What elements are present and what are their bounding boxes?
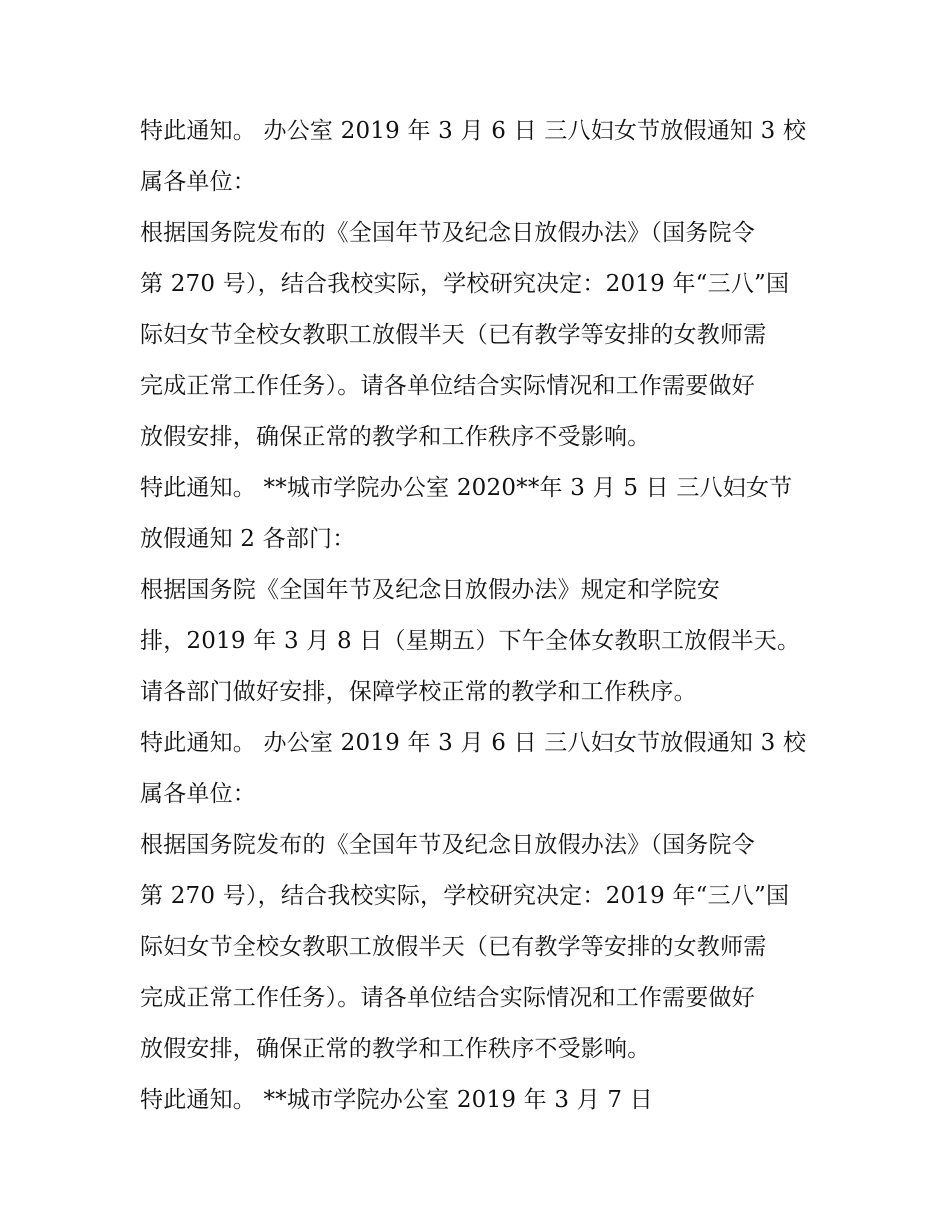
text-line: 特此通知。 **城市学院办公室 2020**年 3 月 5 日 三八妇女节	[140, 475, 793, 501]
text-line: 放假安排，确保正常的教学和工作秩序不受影响。	[140, 424, 651, 450]
text-line: 第 270 号），结合我校实际，学校研究决定：2019 年“三八”国	[140, 271, 790, 297]
text-line: 特此通知。 办公室 2019 年 3 月 6 日 三八妇女节放假通知 3 校	[140, 730, 807, 756]
text-line: 特此通知。 办公室 2019 年 3 月 6 日 三八妇女节放假通知 3 校	[140, 118, 807, 144]
text-line: 放假通知 2 各部门：	[140, 526, 356, 552]
text-line: 际妇女节全校女教职工放假半天（已有教学等安排的女教师需	[140, 934, 767, 960]
text-line: 根据国务院发布的《全国年节及纪念日放假办法》（国务院令	[140, 832, 755, 858]
text-line: 请各部门做好安排，保障学校正常的教学和工作秩序。	[140, 679, 697, 705]
text-line: 际妇女节全校女教职工放假半天（已有教学等安排的女教师需	[140, 322, 767, 348]
text-line: 完成正常工作任务）。请各单位结合实际情况和工作需要做好	[140, 373, 755, 399]
text-line: 属各单位：	[140, 781, 256, 807]
text-line: 放假安排，确保正常的教学和工作秩序不受影响。	[140, 1036, 651, 1062]
text-line: 属各单位：	[140, 169, 256, 195]
text-line: 根据国务院《全国年节及纪念日放假办法》规定和学院安	[140, 577, 720, 603]
text-line: 根据国务院发布的《全国年节及纪念日放假办法》（国务院令	[140, 220, 755, 246]
text-line: 完成正常工作任务）。请各单位结合实际情况和工作需要做好	[140, 985, 755, 1011]
document-body	[140, 106, 840, 1126]
text-line: 特此通知。 **城市学院办公室 2019 年 3 月 7 日	[140, 1087, 653, 1113]
text-line: 排，2019 年 3 月 8 日（星期五）下午全体女教职工放假半天。	[140, 628, 801, 654]
text-line: 第 270 号），结合我校实际，学校研究决定：2019 年“三八”国	[140, 883, 790, 909]
